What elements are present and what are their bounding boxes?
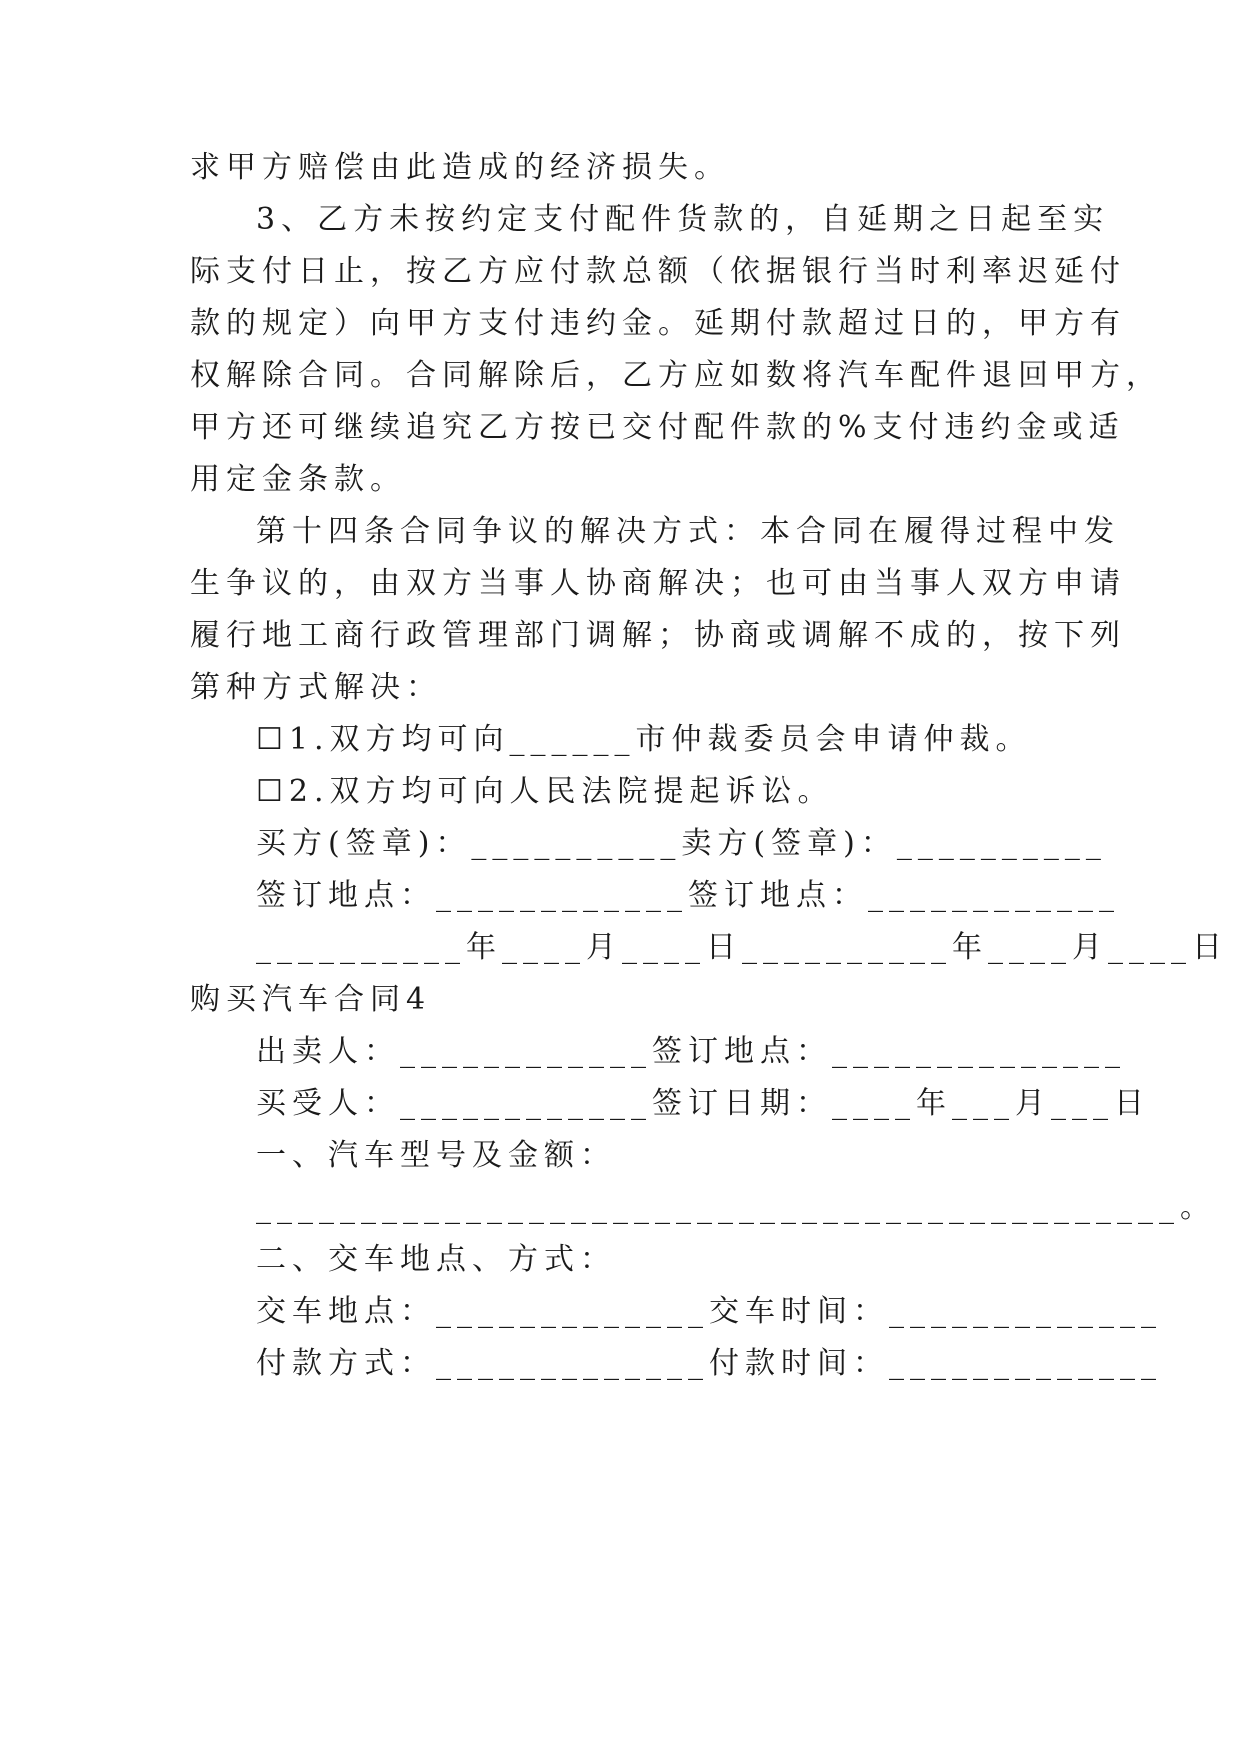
paragraph-line: 甲方还可继续追究乙方按已交付配件款的%支付违约金或适 [190,410,1125,445]
signature-line: 买方(签章)：__________卖方(签章)：__________ [256,826,1107,861]
paragraph-line: 用定金条款。 [190,462,406,497]
paragraph-line: 生争议的，由双方当事人协商解决；也可由当事人双方申请 [190,566,1126,601]
section-title: 购买汽车合同4 [190,982,432,1017]
form-line: 出卖人：____________签订地点：______________ [256,1034,1126,1069]
paragraph-line: 际支付日止，按乙方应付款总额（依据银行当时利率迟延付 [190,254,1126,289]
form-line: 付款方式：_____________付款时间：_____________ [256,1346,1162,1381]
date-line: __________年____月____日__________年____月____日 [256,930,1228,965]
paragraph-line: 第种方式解决： [190,670,442,705]
signature-line: 签订地点：____________签订地点：____________ [256,878,1120,913]
section-heading: 二、交车地点、方式： [256,1242,616,1277]
option-line: ☐2.双方均可向人民法院提起诉讼。 [256,774,834,809]
option-line: ☐1.双方均可向______市仲裁委员会申请仲裁。 [256,722,1032,757]
section-heading: 一、汽车型号及金额： [256,1138,616,1173]
paragraph-line: 履行地工商行政管理部门调解；协商或调解不成的，按下列 [190,618,1126,653]
form-line: 买受人：____________签订日期：____年___月___日 [256,1086,1150,1121]
paragraph-line: 求甲方赔偿由此造成的经济损失。 [190,150,730,185]
form-line: 交车地点：_____________交车时间：_____________ [256,1294,1162,1329]
paragraph-line: 款的规定）向甲方支付违约金。延期付款超过日的，甲方有 [190,306,1126,341]
paragraph-line: 第十四条合同争议的解决方式：本合同在履得过程中发 [256,514,1120,549]
paragraph-line: 3、乙方未按约定支付配件货款的，自延期之日起至实 [256,202,1110,237]
blank-line: ____________________________________________。 [256,1190,1216,1225]
paragraph-line: 权解除合同。合同解除后，乙方应如数将汽车配件退回甲方， [190,358,1162,393]
